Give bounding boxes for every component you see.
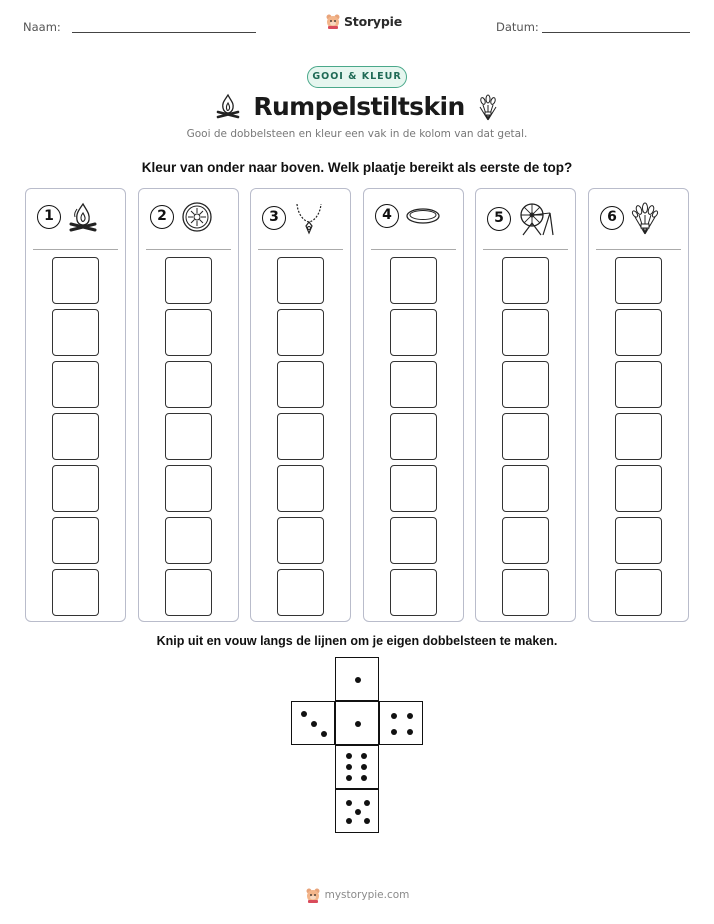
- color-box[interactable]: [390, 413, 437, 460]
- activity-badge: GOOI & KLEUR: [307, 66, 407, 88]
- color-box[interactable]: [52, 361, 99, 408]
- straw-bundle-icon: [477, 93, 499, 121]
- color-box[interactable]: [277, 569, 324, 616]
- cut-instruction: Knip uit en vouw langs de lijnen om je eigen dobbelsteen te maken.: [156, 634, 558, 648]
- color-box[interactable]: [277, 361, 324, 408]
- color-box[interactable]: [52, 465, 99, 512]
- color-box[interactable]: [165, 465, 212, 512]
- color-box[interactable]: [277, 309, 324, 356]
- color-box[interactable]: [52, 517, 99, 564]
- gold-ring-icon: [405, 201, 441, 231]
- color-box[interactable]: [165, 257, 212, 304]
- color-box[interactable]: [165, 361, 212, 408]
- color-box[interactable]: [615, 465, 662, 512]
- column-1: [25, 188, 126, 622]
- necklace-icon: [292, 201, 326, 235]
- column-number: 1: [37, 205, 61, 229]
- die-pip: [346, 818, 352, 824]
- date-line[interactable]: [542, 32, 690, 33]
- color-box[interactable]: [165, 413, 212, 460]
- color-box[interactable]: [615, 569, 662, 616]
- color-box[interactable]: [615, 413, 662, 460]
- straw-bundle-icon: [630, 201, 660, 235]
- color-box[interactable]: [615, 517, 662, 564]
- color-box[interactable]: [390, 257, 437, 304]
- name-line[interactable]: [72, 32, 256, 33]
- spinning-wheel-icon: [517, 201, 555, 237]
- color-box[interactable]: [165, 309, 212, 356]
- die-pip: [391, 713, 397, 719]
- color-box[interactable]: [390, 569, 437, 616]
- storypie-mascot-icon: [305, 887, 321, 903]
- color-box[interactable]: [52, 569, 99, 616]
- color-box[interactable]: [615, 361, 662, 408]
- color-box[interactable]: [52, 413, 99, 460]
- die-pip: [355, 721, 361, 727]
- brand-logo: [325, 13, 402, 29]
- color-box[interactable]: [277, 465, 324, 512]
- color-box[interactable]: [502, 413, 549, 460]
- color-box[interactable]: [165, 517, 212, 564]
- column-number: 4: [375, 204, 399, 228]
- color-box[interactable]: [502, 309, 549, 356]
- color-box[interactable]: [165, 569, 212, 616]
- die-pip: [355, 809, 361, 815]
- color-box[interactable]: [615, 257, 662, 304]
- color-box[interactable]: [277, 517, 324, 564]
- brand-name: Storypie: [344, 13, 402, 29]
- die-pip: [346, 764, 352, 770]
- column-6: [588, 188, 689, 622]
- die-face-right: [379, 701, 423, 745]
- color-box[interactable]: [502, 465, 549, 512]
- die-pip: [361, 764, 367, 770]
- page-title: Rumpelstiltskin: [253, 92, 465, 121]
- die-face-top: [335, 657, 379, 701]
- die-face-lower: [335, 745, 379, 789]
- die-pip: [355, 677, 361, 683]
- die-pip: [311, 721, 317, 727]
- name-label: Naam:: [23, 20, 61, 34]
- die-pip: [364, 800, 370, 806]
- campfire-icon: [67, 201, 99, 233]
- storypie-mascot-icon: [325, 13, 341, 29]
- column-number: 6: [600, 206, 624, 230]
- title-row: [0, 92, 714, 121]
- die-pip: [346, 800, 352, 806]
- color-box[interactable]: [502, 257, 549, 304]
- column-number: 3: [262, 206, 286, 230]
- color-box[interactable]: [615, 309, 662, 356]
- color-box[interactable]: [502, 517, 549, 564]
- color-box[interactable]: [390, 465, 437, 512]
- column-number: 2: [150, 205, 174, 229]
- gold-coin-icon: [180, 201, 214, 233]
- die-pip: [391, 729, 397, 735]
- page-subtitle: Gooi de dobbelsteen en kleur een vak in de kolom van dat getal.: [186, 128, 528, 140]
- die-pip: [407, 713, 413, 719]
- die-pip: [361, 753, 367, 759]
- column-5: [475, 188, 576, 622]
- footer: [0, 887, 714, 903]
- die-pip: [407, 729, 413, 735]
- instruction-text: Kleur van onder naar boven. Welk plaatje bereikt als eerste de top?: [141, 160, 573, 175]
- color-box[interactable]: [277, 413, 324, 460]
- campfire-icon: [215, 93, 241, 121]
- color-box[interactable]: [52, 257, 99, 304]
- date-label: Datum:: [496, 20, 539, 34]
- die-pip: [301, 711, 307, 717]
- color-box[interactable]: [52, 309, 99, 356]
- color-box[interactable]: [502, 361, 549, 408]
- color-box[interactable]: [390, 517, 437, 564]
- die-pip: [321, 731, 327, 737]
- color-box[interactable]: [390, 361, 437, 408]
- die-face-center: [335, 701, 379, 745]
- color-box[interactable]: [277, 257, 324, 304]
- column-3: [250, 188, 351, 622]
- color-box[interactable]: [502, 569, 549, 616]
- die-pip: [346, 775, 352, 781]
- column-2: [138, 188, 239, 622]
- die-pip: [361, 775, 367, 781]
- footer-url[interactable]: mystorypie.com: [324, 889, 410, 901]
- column-4: [363, 188, 464, 622]
- die-pip: [364, 818, 370, 824]
- die-face-left: [291, 701, 335, 745]
- die-pip: [346, 753, 352, 759]
- column-number: 5: [487, 207, 511, 231]
- color-box[interactable]: [390, 309, 437, 356]
- die-face-bottom: [335, 789, 379, 833]
